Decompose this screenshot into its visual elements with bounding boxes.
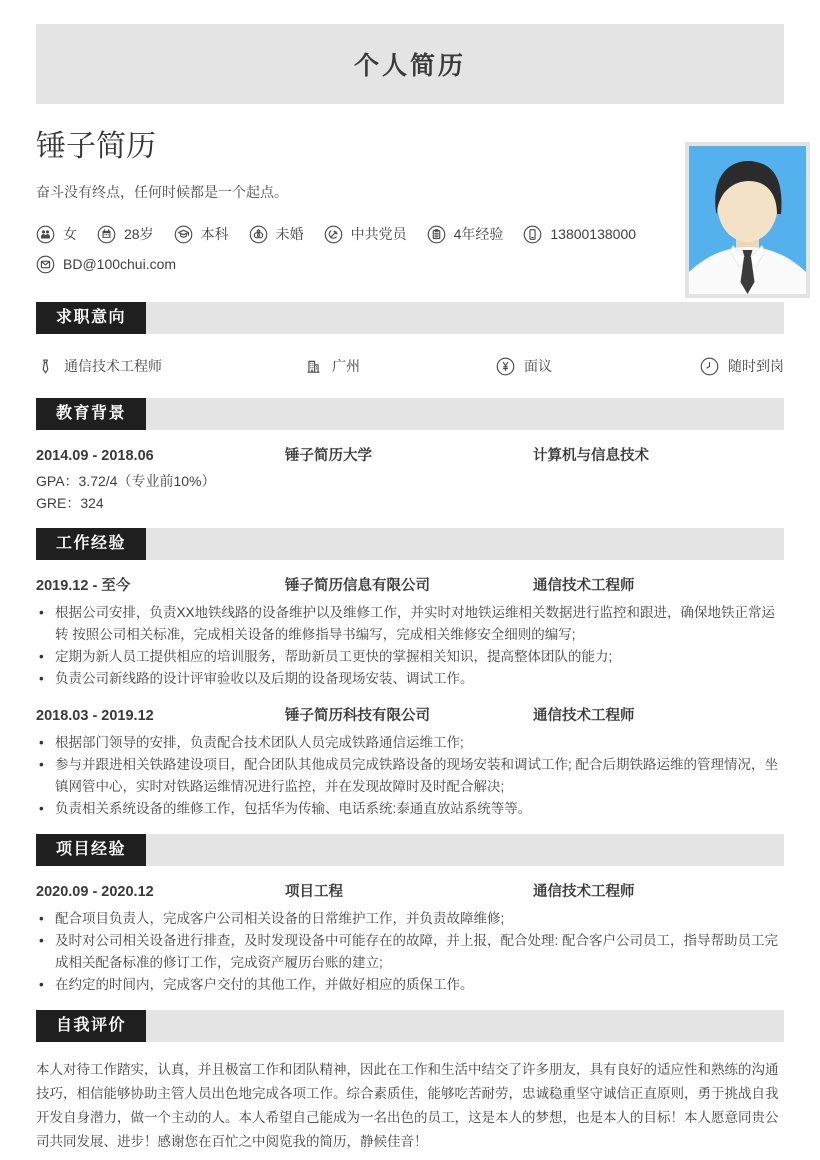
- intention-city: [304, 354, 496, 378]
- contact-age-value: 28岁: [124, 226, 154, 242]
- work-role: 通信技术工程师: [533, 708, 635, 724]
- resume-content: [0, 130, 820, 1154]
- contact-experience: [427, 222, 504, 246]
- project-name: 项目工程: [285, 884, 343, 900]
- work-entry-header: [36, 706, 784, 726]
- work-entry-2: [36, 706, 784, 820]
- intention-position: [36, 354, 304, 378]
- intention-row: [36, 354, 784, 378]
- contact-email-value: BD@100chui.com: [63, 256, 177, 272]
- intention-position-value: 通信技术工程师: [64, 358, 162, 374]
- project-bullet-list: [36, 908, 784, 996]
- project-bullet: • 及时对公司相关设备进行排查，及时发现设备中可能存在的故障，并上报，配合处理: 配合客户公司员工，指导帮助员工完成相关配备标准的修订工作，完成资产履历台账的建立;: [36, 930, 784, 974]
- education-entry-header: [36, 446, 784, 466]
- contact-party: [324, 222, 407, 246]
- project-bullet: • 在约定的时间内，完成客户交付的其他工作，并做好相应的质保工作。: [36, 974, 784, 996]
- contact-phone: [523, 222, 636, 246]
- work-period: 2019.12 - 至今: [36, 578, 131, 594]
- phone-icon: [523, 225, 542, 244]
- avatar-image: [689, 146, 806, 294]
- section-band: [146, 1010, 784, 1042]
- contact-gender: [36, 222, 77, 246]
- intention-availability: [688, 354, 784, 378]
- section-band: [146, 302, 784, 334]
- section-header-education: [36, 398, 784, 430]
- section-title-evaluation: 自我评价: [36, 1010, 146, 1042]
- work-entry-1: [36, 576, 784, 690]
- work-entry-header: [36, 576, 784, 596]
- marital-icon: [249, 225, 268, 244]
- work-bullet: • 负责公司新线路的设计评审验收以及后期的设备现场安装、调试工作。: [36, 668, 784, 690]
- salary-icon: [496, 357, 515, 376]
- intention-salary-value: 面议: [524, 358, 552, 374]
- contact-list: [36, 222, 656, 276]
- candidate-name: 锤子简历: [36, 130, 156, 163]
- email-icon: [36, 255, 55, 274]
- education-gpa: GPA：3.72/4（专业前10%）: [36, 473, 216, 489]
- section-header-work: [36, 528, 784, 560]
- education-gre: GRE：324: [36, 495, 104, 511]
- party-icon: [324, 225, 343, 244]
- building-icon: [304, 357, 323, 376]
- contact-marital-value: 未婚: [275, 226, 304, 242]
- intention-salary: [496, 354, 688, 378]
- intention-availability-value: 随时到岗: [728, 358, 784, 374]
- section-header-project: [36, 834, 784, 866]
- section-title-intention: 求职意向: [36, 302, 146, 334]
- work-bullet: • 根据部门领导的安排，负责配合技术团队人员完成铁路通信运维工作;: [36, 732, 784, 754]
- self-evaluation-text: 本人对待工作踏实，认真，并且极富工作和团队精神，因此在工作和生活中结交了许多朋友，具有良好的适应性和熟练的沟通技巧，相信能够协助主管人员出色地完成各项工作。综合素质佳，能够吃苦耐劳，忠诚稳重坚守诚信正直原则，勇于挑战自我开发自身潜力，做一个主动的人。本人希望自己能成为一名出色的员工，这是本人的梦想，也是本人的目标！本人愿意同贵公司共同发展、进步！感谢您在百忙之中阅览我的简历，静候佳音！: [36, 1062, 779, 1149]
- work-role: 通信技术工程师: [533, 578, 635, 594]
- education-period: 2014.09 - 2018.06: [36, 448, 154, 464]
- contact-experience-value: 4年经验: [453, 226, 504, 242]
- education-school: 锤子简历大学: [285, 448, 372, 464]
- section-band: [146, 834, 784, 866]
- degree-icon: [174, 225, 193, 244]
- contact-party-value: 中共党员: [350, 226, 407, 242]
- experience-icon: [427, 225, 446, 244]
- contact-gender-value: 女: [63, 226, 77, 242]
- education-major: 计算机与信息技术: [533, 448, 649, 464]
- clock-icon: [700, 357, 719, 376]
- section-title-project: 项目经验: [36, 834, 146, 866]
- section-header-intention: [36, 302, 784, 334]
- candidate-motto: 奋斗没有终点，任何时候都是一个起点。: [36, 184, 288, 200]
- contact-age: [97, 222, 154, 246]
- work-company: 锤子简历科技有限公司: [285, 708, 430, 724]
- age-icon: [97, 225, 116, 244]
- gender-icon: [36, 225, 55, 244]
- tie-icon: [36, 357, 55, 376]
- work-period: 2018.03 - 2019.12: [36, 708, 154, 724]
- profile-photo: [685, 142, 810, 298]
- page-header: [36, 24, 784, 104]
- work-bullet-list: [36, 602, 784, 690]
- project-period: 2020.09 - 2020.12: [36, 884, 154, 900]
- project-role: 通信技术工程师: [533, 884, 635, 900]
- section-title-work: 工作经验: [36, 528, 146, 560]
- intention-city-value: 广州: [332, 358, 360, 374]
- project-entry-1: [36, 882, 784, 996]
- contact-email: [36, 252, 176, 276]
- section-band: [146, 528, 784, 560]
- contact-phone-value: 13800138000: [550, 226, 637, 242]
- education-details: [36, 470, 784, 514]
- section-header-evaluation: [36, 1010, 784, 1042]
- section-band: [146, 398, 784, 430]
- project-entry-header: [36, 882, 784, 902]
- work-bullet: • 定期为新人员工提供相应的培训服务，帮助新员工更快的掌握相关知识，提高整体团队的能力;: [36, 646, 784, 668]
- work-bullet: • 参与并跟进相关铁路建设项目，配合团队其他成员完成铁路设备的现场安装和调试工作; 配合后期铁路运维的管理情况，坐镇网管中心，实时对铁路运维情况进行监控，并在发现故障时及时配合解决;: [36, 754, 784, 798]
- work-bullet-list: [36, 732, 784, 820]
- project-bullet: • 配合项目负责人，完成客户公司相关设备的日常维护工作，并负责故障维修;: [36, 908, 784, 930]
- contact-marital: [249, 222, 304, 246]
- page-title: 个人简历: [353, 52, 466, 80]
- work-bullet: • 负责相关系统设备的维修工作，包括华为传输、电话系统:泰通直放站系统等等。: [36, 798, 784, 820]
- education-entry: [36, 446, 784, 514]
- work-company: 锤子简历信息有限公司: [285, 578, 430, 594]
- contact-degree: [174, 222, 229, 246]
- work-bullet: • 根据公司安排，负责XX地铁线路的设备维护以及维修工作，并实时对地铁运维相关数据进行监控和跟进，确保地铁正常运转 按照公司相关标准，完成相关设备的维修指导书编写，完成相关维修安全细则的编写;: [36, 602, 784, 646]
- section-title-education: 教育背景: [36, 398, 146, 430]
- contact-degree-value: 本科: [200, 226, 229, 242]
